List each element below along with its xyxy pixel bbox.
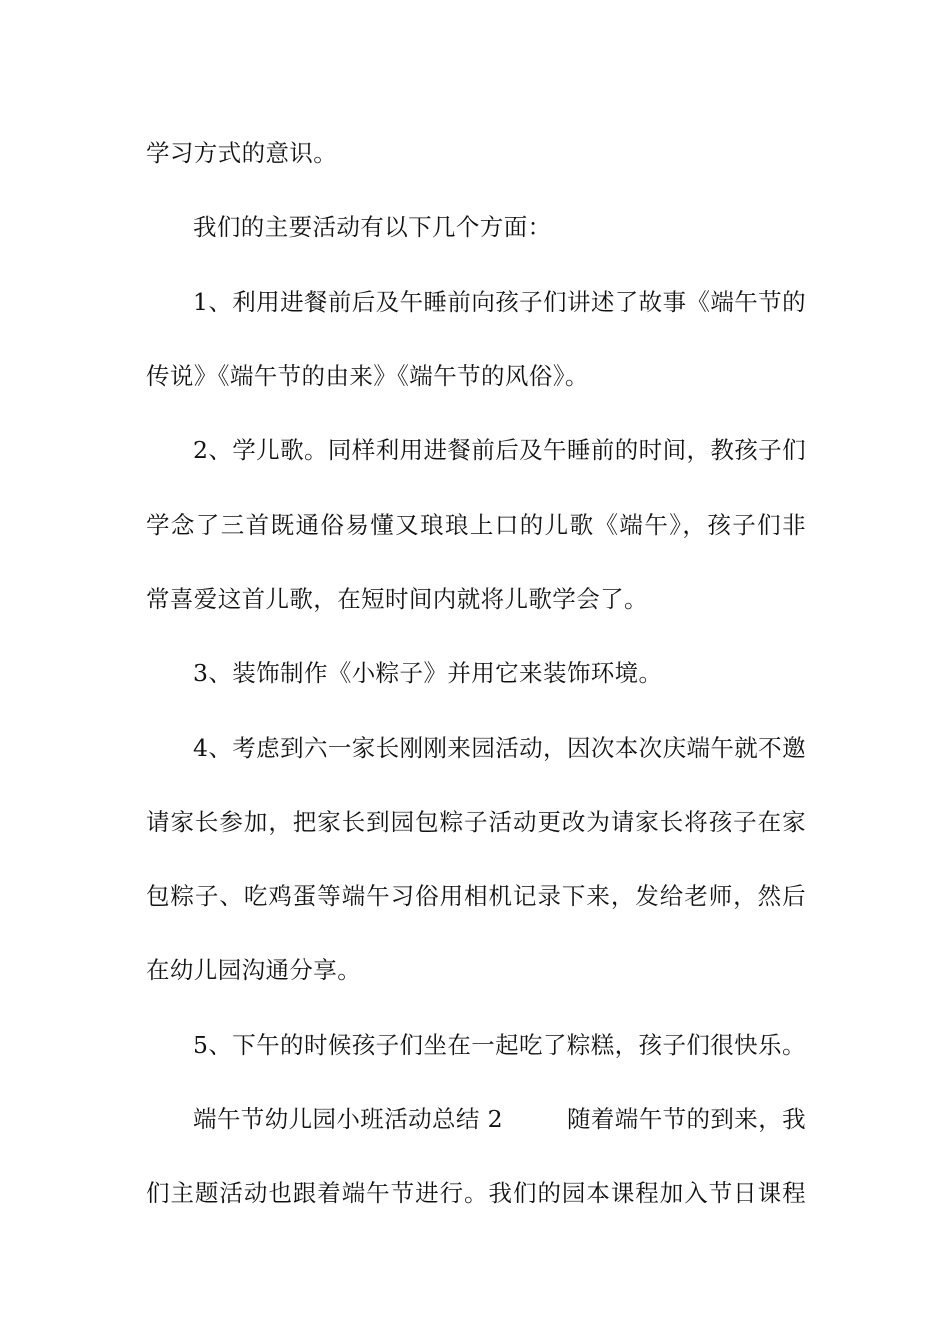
text-segment: 随着端午节的到来，我	[567, 1105, 806, 1133]
text-line: 在幼儿园沟通分享。	[146, 956, 362, 984]
text-line: 传说》《端午节的由来》《端午节的风俗》。	[146, 362, 589, 390]
text-line: 5、下午的时候孩子们坐在一起吃了粽糕，孩子们很快乐。	[193, 1031, 806, 1059]
text-line: 们主题活动也跟着端午节进行。我们的园本课程加入节日课程	[146, 1179, 806, 1207]
text-line: 请家长参加，把家长到园包粽子活动更改为请家长将孩子在家	[146, 808, 806, 836]
text-line: 我们的主要活动有以下几个方面：	[193, 213, 552, 241]
text-line: 常喜爱这首儿歌，在短时间内就将儿歌学会了。	[146, 585, 648, 613]
text-line: 4、考虑到六一家长刚刚来园活动，因次本次庆端午就不邀	[193, 734, 806, 762]
text-line: 3、装饰制作《小粽子》并用它来装饰环境。	[193, 659, 663, 687]
text-line: 2、学儿歌。同样利用进餐前后及午睡前的时间，教孩子们	[193, 436, 806, 464]
heading-line	[193, 1099, 806, 1139]
text-line: 学习方式的意识。	[146, 139, 338, 167]
text-line: 1、利用进餐前后及午睡前向孩子们讲述了故事《端午节的	[193, 288, 806, 316]
text-line: 学念了三首既通俗易懂又琅琅上口的儿歌《端午》，孩子们非	[146, 511, 806, 539]
section-heading: 端午节幼儿园小班活动总结 2	[193, 1105, 504, 1133]
text-line: 包粽子、吃鸡蛋等端午习俗用相机记录下来，发给老师，然后	[146, 882, 806, 910]
